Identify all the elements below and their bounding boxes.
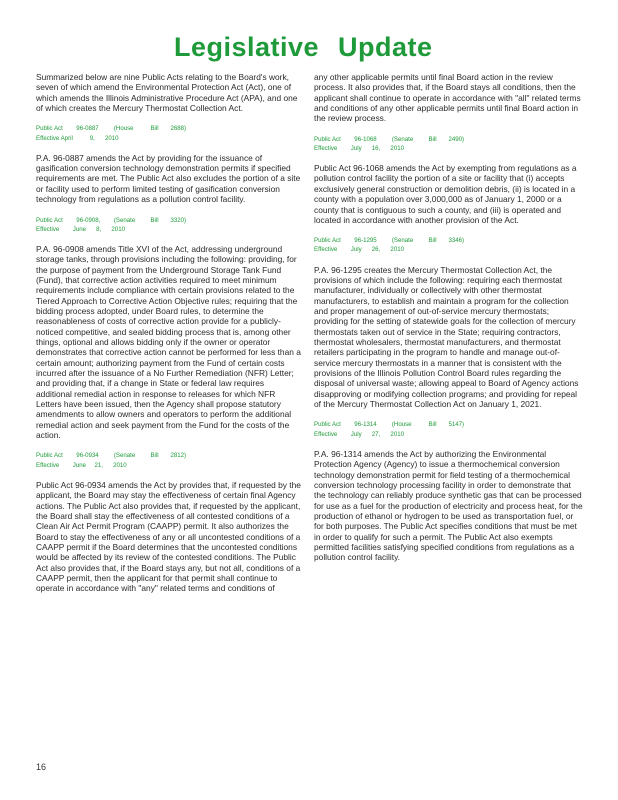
effective-date-line: Effective June 21, 2010 xyxy=(36,461,127,469)
public-act-line: Public Act 96-1295 (Senate Bill 3346) xyxy=(314,237,465,245)
public-act-line: Public Act 96-0887 (House Bill 2688) xyxy=(36,125,187,133)
public-act-line: Public Act 96-1314 (House Bill 5147) xyxy=(314,421,465,429)
act-summary-paragraph: P.A. 96-0887 amends the Act by providing for the issuance of gasification conversion technology demonstration permits if specified requirements are met. The Public Act also excludes the portion of a site or facility used to perform limited testing of gasification conversion technology from regulations as a pollution control facility. xyxy=(36,152,301,205)
public-act-header xyxy=(36,124,302,142)
title-word-update: Update xyxy=(338,32,433,62)
intro-paragraph: Summarized below are nine Public Acts relating to the Board's work, seven of which amend the Environmental Protection Act (Act), one of which amends the Illinois Administrative Procedure Act (APA), and one of which creates the Mercury Thermostat Collection Act. xyxy=(36,72,298,114)
effective-date-line: Effective July 16, 2010 xyxy=(314,144,404,152)
title-word-legislative: Legislative xyxy=(174,32,320,62)
act-summary-paragraph: Public Act 96-0934 amends the Act by provides that, if requested by the applicant, the Board may stay the effectiveness of certain final Agency actions. The Public Act also provides that, if requested by the applicant, the Board shall stay the effectiveness of all contested conditions of a Clean Air Act Permit Program (CAAPP) permit. It also authorizes the Board to stay the effectiveness of any or all uncontested conditions of a CAAPP permit if the Board determines that the uncontested conditions would be affected by its review of the contested conditions. The Public Act also provides that, if the Board stays any, but not all, conditions of a CAAPP permit, then the applicant for that permit shall continue to operate in accordance with "any" related terms and conditions of xyxy=(36,479,301,594)
page-title xyxy=(0,32,618,66)
public-act-header xyxy=(314,236,584,254)
act-summary-paragraph: P.A. 96-1314 amends the Act by authorizing the Environmental Protection Agency (Agency) to issue a thermochemical conversion technology demonstration permit for field testing of a thermochemical conversion technology processing facility in order to demonstrate that the technology can reliably produce synthetic gas that can be processed for use as a fuel for the production of electricity and process heat, for the production of ethanol or hydrogen to be used as transportation fuel, or for both purposes. The Public Act specifies conditions that must be met in order to qualify for such a permit. The Public Act also exempts permitted facilities satisfying specified conditions from regulations as a pollution control facility. xyxy=(314,448,583,563)
left-column xyxy=(36,72,302,605)
public-act-header xyxy=(314,420,584,438)
public-act-line: Public Act 96-1068 (Senate Bill 2490) xyxy=(314,135,465,143)
act-summary-paragraph: Public Act 96-1068 amends the Act by exempting from regulations as a pollution control facility the portion of a site or facility that (i) accepts exclusively general construction or demolition debris, (ii) is located in a county with a population over 3,000,000 as of January 1, 2000 or a county that is contiguous to such a county, and (iii) is operated and located in accordance with another provision of the Act. xyxy=(314,163,577,225)
effective-date-line: Effective June 8, 2010 xyxy=(36,225,125,233)
public-act-line: Public Act 96-0908, (Senate Bill 3320) xyxy=(36,216,187,224)
act-summary-paragraph: P.A. 96-1295 creates the Mercury Thermostat Collection Act, the provisions of which include the following: requiring each thermostat manufacturer, individually or collectively with other thermostat manufacturers, to establish and maintain a program for the collection and proper management of out-of-service mercury thermostats; providing for the setting of statewide goals for the collection of mercury thermostats taken out of service in the State; requiring contractors, thermostat wholesalers, thermostat manufacturers, and thermostat retailers participating in the program to handle and manage out-of-service mercury thermostats in a manner that is consistent with the provisions of the Illinois Pollution Control Board rules regarding the disposal of universal waste; allowing appeal to Board of Agency actions disapproving or modifying collection programs; and providing for repeal of the Mercury Thermostat Collection Act on January 1, 2021. xyxy=(314,264,579,410)
page-number: 16 xyxy=(36,762,47,772)
effective-date-line: Effective July 26, 2010 xyxy=(314,246,404,254)
continued-paragraph: any other applicable permits until final Board action in the review process. It also provides that, if the Board stays all conditions, then the applicant shall continue to operate in accordance with "all" related terms and conditions of any other applicable permits until final Board action in the review process. xyxy=(314,72,581,124)
effective-date-line: Effective April 9, 2010 xyxy=(36,134,119,142)
effective-date-line: Effective July 27, 2010 xyxy=(314,430,404,438)
public-act-line: Public Act 96-0934 (Senate Bill 2812) xyxy=(36,452,187,460)
public-act-header xyxy=(36,216,302,234)
right-column xyxy=(314,72,584,574)
act-summary-paragraph: P.A. 96-0908 amends Title XVI of the Act, addressing underground storage tanks, through provisions including the following: providing, for the purpose of payment from the Underground Storage Tank Fund (Fund), that corrective action activities required to meet minimum requirements include compliance with certain provisions related to the Tiered Approach to Corrective Action Objective rules; requiring that the bidding process adopted, under Board rules, to determine the reasonableness of costs of corrective action provide for a publicly-noticed competitive, and sealed bidding process that is, among other things, optional and allows bidding only if the owner or operator demonstrates that corrective action cannot be performed for less than a certain amount; authorizing payment from the Fund of certain costs incurred after the issuance of a No Further Remediation (NFR) Letter; and providing that, if a change in State or federal law requires additional remedial action in response to releases for which NFR Letters have been issued, then the Agency shall propose statutory amendments to allow owners and operators to perform the additional remedial action and seek payment from the Fund for the costs of the action. xyxy=(36,243,301,441)
public-act-header xyxy=(314,135,584,153)
public-act-header xyxy=(36,451,302,469)
